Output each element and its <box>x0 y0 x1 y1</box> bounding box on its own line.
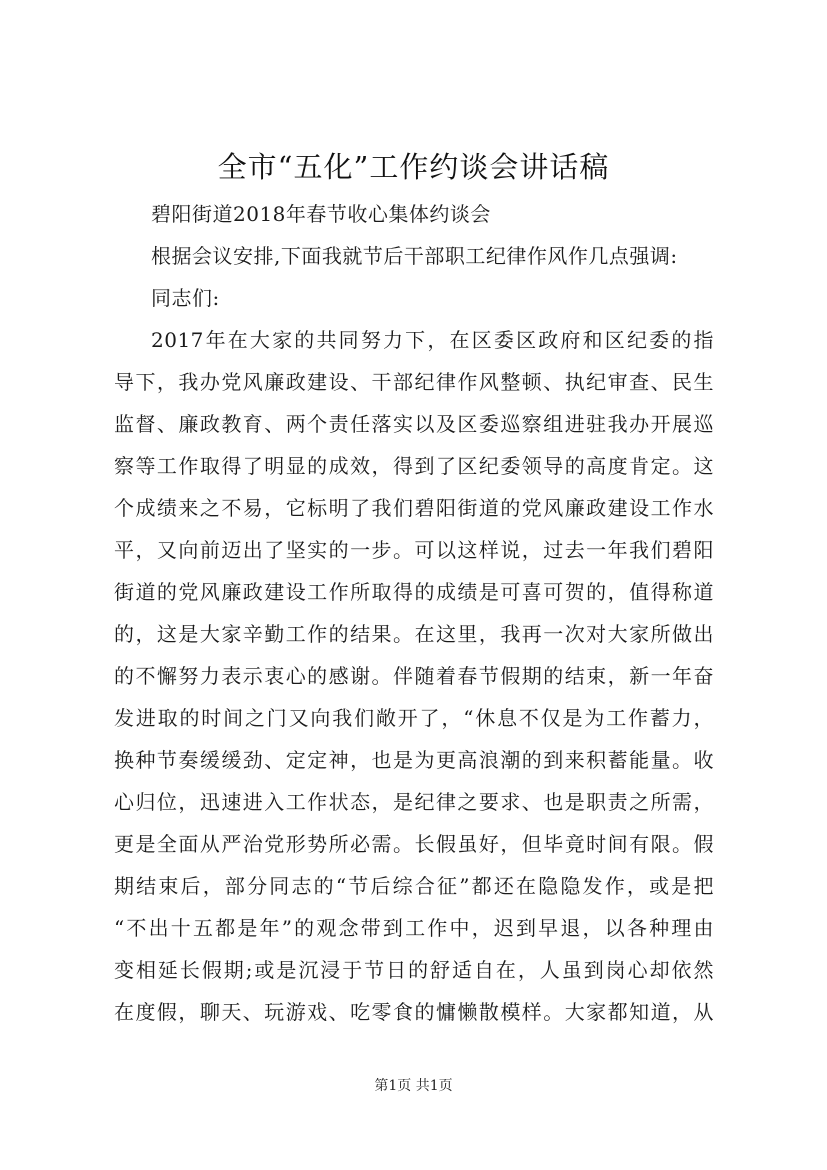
body-line: 换种节奏缓缓劲、定定神，也是为更高浪潮的到来积蓄能量。收 <box>114 748 714 772</box>
body-line: 平，又向前迈出了坚实的一步。可以这样说，过去一年我们碧阳 <box>114 538 714 562</box>
body-line: 察等工作取得了明显的成效，得到了区纪委领导的高度肯定。这 <box>114 454 714 478</box>
document-subtitle: 碧阳街道2018年春节收心集体约谈会 <box>151 202 491 226</box>
body-line: 2017年在大家的共同努力下，在区委区政府和区纪委的指 <box>151 328 714 352</box>
body-line: 个成绩来之不易，它标明了我们碧阳街道的党风廉政建设工作水 <box>114 496 714 520</box>
page-footer: 第1页 共1页 <box>374 1078 453 1094</box>
body-line: 的不懈努力表示衷心的感谢。伴随着春节假期的结束，新一年奋 <box>114 664 714 688</box>
body-line: “不出十五都是年”的观念带到工作中，迟到早退，以各种理由 <box>114 916 714 940</box>
body-line: 的，这是大家辛勤工作的结果。在这里，我再一次对大家所做出 <box>114 622 714 646</box>
document-intro: 根据会议安排,下面我就节后干部职工纪律作风作几点强调: <box>151 244 678 268</box>
document-title: 全市“五化”工作约谈会讲话稿 <box>217 150 610 184</box>
body-line: 在度假，聊天、玩游戏、吃零食的慵懒散模样。大家都知道，从 <box>114 1000 714 1024</box>
body-line: 心归位，迅速进入工作状态，是纪律之要求、也是职责之所需， <box>114 790 714 814</box>
body-line: 变相延长假期;或是沉浸于节日的舒适自在，人虽到岗心却依然 <box>114 958 714 982</box>
body-line: 更是全面从严治党形势所必需。长假虽好，但毕竟时间有限。假 <box>114 832 714 856</box>
body-line: 街道的党风廉政建设工作所取得的成绩是可喜可贺的，值得称道 <box>114 580 714 604</box>
document-salutation: 同志们: <box>151 286 220 310</box>
body-line: 发进取的时间之门又向我们敞开了，“休息不仅是为工作蓄力， <box>114 706 714 730</box>
body-line: 监督、廉政教育、两个责任落实以及区委巡察组进驻我办开展巡 <box>114 412 714 436</box>
body-line: 期结束后，部分同志的“节后综合征”都还在隐隐发作，或是把 <box>114 874 714 898</box>
body-line: 导下，我办党风廉政建设、干部纪律作风整顿、执纪审查、民生 <box>114 370 714 394</box>
